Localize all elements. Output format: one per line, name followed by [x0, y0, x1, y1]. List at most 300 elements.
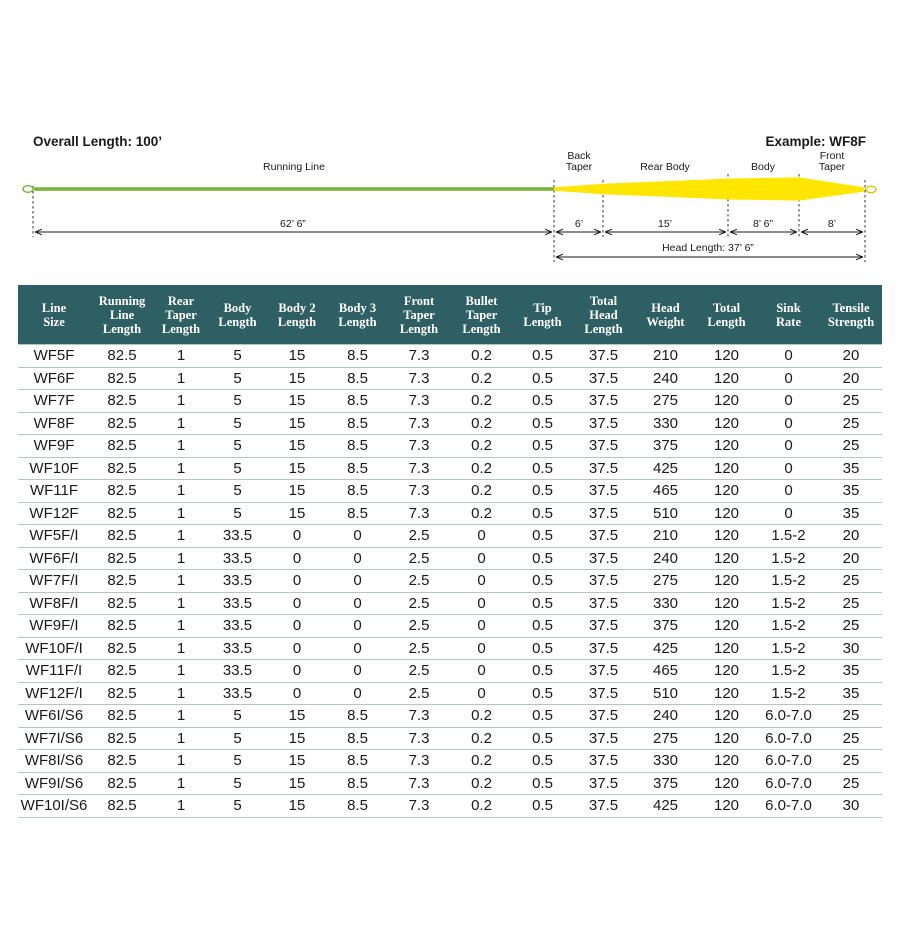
table-cell: 1: [154, 480, 208, 503]
table-cell: 375: [635, 435, 696, 458]
line-size-cell: WF10I/S6: [18, 795, 90, 818]
table-cell: 0: [327, 637, 388, 660]
table-cell: 5: [208, 412, 267, 435]
table-cell: 25: [820, 435, 882, 458]
fly-line-head: [554, 177, 864, 200]
table-cell: 82.5: [90, 727, 154, 750]
table-cell: 120: [696, 660, 757, 683]
table-cell: 2.5: [388, 570, 450, 593]
column-header-text: Tip: [533, 300, 552, 315]
table-cell: 0.2: [450, 435, 513, 458]
column-header-text: Head: [589, 307, 618, 322]
table-cell: 465: [635, 660, 696, 683]
rear-loop: [23, 186, 33, 193]
table-cell: 8.5: [327, 772, 388, 795]
table-cell: 30: [820, 795, 882, 818]
table-cell: 1: [154, 502, 208, 525]
table-cell: 6.0-7.0: [757, 772, 820, 795]
line-size-cell: WF7F/I: [18, 570, 90, 593]
back-taper-label-bottom: Taper: [565, 161, 593, 173]
line-size-cell: WF10F: [18, 457, 90, 480]
table-cell: 0.2: [450, 772, 513, 795]
table-cell: 8.5: [327, 367, 388, 390]
column-header-text: Total: [589, 293, 618, 308]
line-size-cell: WF11F: [18, 480, 90, 503]
table-cell: 37.5: [572, 727, 635, 750]
table-cell: 425: [635, 637, 696, 660]
table-cell: 35: [820, 682, 882, 705]
table-row: [18, 480, 882, 503]
table-cell: 82.5: [90, 772, 154, 795]
table-cell: 15: [267, 705, 327, 728]
front-taper-length: 8’: [827, 218, 837, 230]
example-label: Example: WF8F: [765, 134, 866, 149]
table-cell: 1: [154, 660, 208, 683]
column-header-text: Length: [399, 321, 439, 336]
table-cell: 8.5: [327, 435, 388, 458]
line-size-cell: WF5F: [18, 345, 90, 368]
table-cell: 82.5: [90, 750, 154, 773]
table-cell: 25: [820, 570, 882, 593]
table-cell: 0: [757, 412, 820, 435]
table-cell: 0.2: [450, 480, 513, 503]
table-cell: 465: [635, 480, 696, 503]
table-cell: 275: [635, 390, 696, 413]
table-cell: 5: [208, 750, 267, 773]
column-header-text: Line: [109, 307, 135, 322]
table-cell: 5: [208, 727, 267, 750]
table-cell: 25: [820, 705, 882, 728]
table-cell: 1: [154, 412, 208, 435]
table-cell: 15: [267, 750, 327, 773]
table-cell: 82.5: [90, 435, 154, 458]
table-cell: 120: [696, 390, 757, 413]
table-cell: 0: [267, 660, 327, 683]
front-loop: [866, 186, 876, 193]
table-cell: 0: [450, 660, 513, 683]
table-cell: 1: [154, 525, 208, 548]
running-line-label: Running Line: [263, 161, 325, 173]
table-cell: 8.5: [327, 345, 388, 368]
table-cell: 120: [696, 345, 757, 368]
line-size-cell: WF11F/I: [18, 660, 90, 683]
column-header-text: Length: [523, 314, 562, 329]
table-cell: 120: [696, 750, 757, 773]
column-header: [388, 285, 450, 345]
line-size-cell: WF8F/I: [18, 592, 90, 615]
line-size-cell: WF6I/S6: [18, 705, 90, 728]
table-row: [18, 570, 882, 593]
table-cell: 15: [267, 795, 327, 818]
table-cell: 0.5: [513, 547, 572, 570]
table-cell: 37.5: [572, 750, 635, 773]
table-cell: 1.5-2: [757, 547, 820, 570]
table-cell: 120: [696, 435, 757, 458]
table-cell: 0.5: [513, 480, 572, 503]
table-cell: 0.2: [450, 457, 513, 480]
table-cell: 20: [820, 547, 882, 570]
table-cell: 25: [820, 750, 882, 773]
table-cell: 120: [696, 367, 757, 390]
line-size-cell: WF9F: [18, 435, 90, 458]
table-cell: 0.5: [513, 637, 572, 660]
table-cell: 6.0-7.0: [757, 750, 820, 773]
table-cell: 0: [327, 592, 388, 615]
table-cell: 0: [757, 502, 820, 525]
front-taper-label-bottom: Taper: [818, 161, 846, 173]
table-row: [18, 547, 882, 570]
table-cell: 0.5: [513, 705, 572, 728]
table-cell: 15: [267, 435, 327, 458]
table-cell: 120: [696, 682, 757, 705]
table-cell: 33.5: [208, 660, 267, 683]
table-cell: 8.5: [327, 457, 388, 480]
column-header: [696, 285, 757, 345]
column-header: [757, 285, 820, 345]
line-size-cell: WF8F: [18, 412, 90, 435]
column-header-text: Length: [707, 314, 746, 329]
table-cell: 0.2: [450, 345, 513, 368]
column-header: [90, 285, 154, 345]
table-cell: 7.3: [388, 435, 450, 458]
table-cell: 0: [450, 682, 513, 705]
rear-body-length: 15’: [657, 218, 673, 230]
table-cell: 510: [635, 682, 696, 705]
table-cell: 37.5: [572, 795, 635, 818]
column-header-text: Total: [712, 300, 741, 315]
table-cell: 0: [450, 525, 513, 548]
table-row: [18, 772, 882, 795]
table-cell: 1: [154, 390, 208, 413]
table-cell: 510: [635, 502, 696, 525]
table-cell: 8.5: [327, 480, 388, 503]
table-cell: 1.5-2: [757, 637, 820, 660]
table-cell: 82.5: [90, 390, 154, 413]
table-cell: 82.5: [90, 502, 154, 525]
column-header-text: Weight: [646, 314, 685, 329]
table-cell: 33.5: [208, 547, 267, 570]
table-cell: 0.5: [513, 727, 572, 750]
line-size-cell: WF10F/I: [18, 637, 90, 660]
table-row: [18, 637, 882, 660]
table-cell: 5: [208, 480, 267, 503]
table-cell: 33.5: [208, 592, 267, 615]
table-cell: 0: [450, 570, 513, 593]
table-row: [18, 457, 882, 480]
table-cell: 0.2: [450, 502, 513, 525]
table-cell: 120: [696, 502, 757, 525]
table-cell: 0: [267, 592, 327, 615]
table-cell: 7.3: [388, 502, 450, 525]
table-cell: 1: [154, 570, 208, 593]
line-size-cell: WF9F/I: [18, 615, 90, 638]
table-cell: 5: [208, 502, 267, 525]
table-row: [18, 435, 882, 458]
table-cell: 2.5: [388, 682, 450, 705]
column-header: [18, 285, 90, 345]
table-cell: 82.5: [90, 795, 154, 818]
table-cell: 33.5: [208, 615, 267, 638]
table-cell: 82.5: [90, 547, 154, 570]
table-cell: 120: [696, 525, 757, 548]
table-cell: 0: [450, 547, 513, 570]
table-cell: 0: [757, 435, 820, 458]
table-cell: 0: [757, 390, 820, 413]
table-cell: 1: [154, 682, 208, 705]
table-cell: 0.5: [513, 412, 572, 435]
table-cell: 30: [820, 637, 882, 660]
column-header-text: Length: [161, 321, 201, 336]
table-cell: 37.5: [572, 502, 635, 525]
table-cell: 37.5: [572, 345, 635, 368]
table-cell: 1: [154, 435, 208, 458]
table-cell: 37.5: [572, 660, 635, 683]
table-cell: 0: [757, 457, 820, 480]
table-cell: 0: [267, 637, 327, 660]
table-cell: 37.5: [572, 367, 635, 390]
column-header-text: Front: [403, 293, 435, 308]
line-size-cell: WF5F/I: [18, 525, 90, 548]
line-size-cell: WF9I/S6: [18, 772, 90, 795]
line-spec-table: [18, 285, 882, 818]
table-cell: 120: [696, 727, 757, 750]
table-cell: 0.5: [513, 660, 572, 683]
table-cell: 8.5: [327, 750, 388, 773]
table-cell: 25: [820, 772, 882, 795]
table-cell: 7.3: [388, 772, 450, 795]
table-cell: 6.0-7.0: [757, 795, 820, 818]
table-cell: 7.3: [388, 412, 450, 435]
table-cell: 5: [208, 795, 267, 818]
table-cell: 15: [267, 345, 327, 368]
line-size-cell: WF7I/S6: [18, 727, 90, 750]
table-cell: 25: [820, 727, 882, 750]
back-taper-label-top: Back: [567, 150, 591, 162]
column-header-text: Length: [584, 321, 623, 336]
table-cell: 82.5: [90, 682, 154, 705]
table-cell: 0: [327, 682, 388, 705]
rear-body-label: Rear Body: [640, 161, 690, 173]
column-header-text: Sink: [776, 300, 801, 315]
table-cell: 0.2: [450, 412, 513, 435]
table-cell: 0: [267, 570, 327, 593]
table-cell: 15: [267, 727, 327, 750]
table-cell: 37.5: [572, 637, 635, 660]
table-cell: 0.5: [513, 457, 572, 480]
table-cell: 0.5: [513, 435, 572, 458]
table-cell: 0: [757, 345, 820, 368]
table-row: [18, 525, 882, 548]
table-cell: 35: [820, 660, 882, 683]
table-cell: 0.5: [513, 367, 572, 390]
table-cell: 82.5: [90, 637, 154, 660]
running-line: [34, 187, 554, 191]
table-cell: 2.5: [388, 525, 450, 548]
table-cell: 1.5-2: [757, 682, 820, 705]
table-cell: 82.5: [90, 412, 154, 435]
table-cell: 1.5-2: [757, 570, 820, 593]
overall-length-label: Overall Length: 100’: [33, 134, 163, 149]
table-cell: 82.5: [90, 615, 154, 638]
table-cell: 5: [208, 435, 267, 458]
table-cell: 330: [635, 592, 696, 615]
table-cell: 0.5: [513, 795, 572, 818]
table-cell: 120: [696, 615, 757, 638]
body-length: 8’ 6”: [752, 218, 774, 230]
table-cell: 82.5: [90, 525, 154, 548]
table-cell: 1: [154, 727, 208, 750]
table-cell: 20: [820, 345, 882, 368]
table-cell: 0: [327, 547, 388, 570]
table-cell: 1.5-2: [757, 592, 820, 615]
column-header-text: Body 2: [278, 300, 316, 315]
table-cell: 82.5: [90, 480, 154, 503]
table-row: [18, 750, 882, 773]
front-taper-label-top: Front: [819, 150, 845, 162]
table-cell: 5: [208, 457, 267, 480]
table-cell: 1: [154, 750, 208, 773]
table-cell: 2.5: [388, 592, 450, 615]
table-cell: 120: [696, 480, 757, 503]
table-cell: 1.5-2: [757, 660, 820, 683]
column-header-text: Length: [218, 314, 257, 329]
table-cell: 7.3: [388, 390, 450, 413]
table-cell: 0.2: [450, 390, 513, 413]
column-header: [154, 285, 208, 345]
table-cell: 33.5: [208, 570, 267, 593]
table-cell: 0.5: [513, 750, 572, 773]
table-cell: 0.5: [513, 570, 572, 593]
table-cell: 5: [208, 345, 267, 368]
table-cell: 0: [450, 615, 513, 638]
column-header-text: Length: [102, 321, 142, 336]
table-cell: 0.5: [513, 525, 572, 548]
table-cell: 0.5: [513, 772, 572, 795]
table-cell: 120: [696, 772, 757, 795]
table-cell: 0: [450, 592, 513, 615]
table-cell: 0: [327, 570, 388, 593]
table-cell: 5: [208, 772, 267, 795]
table-cell: 15: [267, 390, 327, 413]
table-cell: 330: [635, 750, 696, 773]
table-cell: 15: [267, 480, 327, 503]
table-cell: 240: [635, 705, 696, 728]
column-header-text: Length: [277, 314, 317, 329]
table-cell: 240: [635, 547, 696, 570]
table-cell: 2.5: [388, 615, 450, 638]
back-taper-length: 6’: [574, 218, 584, 230]
table-cell: 25: [820, 390, 882, 413]
table-cell: 35: [820, 457, 882, 480]
table-cell: 1: [154, 705, 208, 728]
table-cell: 1: [154, 615, 208, 638]
table-cell: 7.3: [388, 367, 450, 390]
table-cell: 120: [696, 592, 757, 615]
column-header-text: Length: [338, 314, 377, 329]
table-row: [18, 412, 882, 435]
table-cell: 7.3: [388, 727, 450, 750]
table-cell: 35: [820, 502, 882, 525]
table-cell: 1.5-2: [757, 525, 820, 548]
table-cell: 82.5: [90, 570, 154, 593]
table-cell: 275: [635, 570, 696, 593]
table-cell: 0: [267, 682, 327, 705]
table-cell: 210: [635, 345, 696, 368]
table-cell: 1: [154, 345, 208, 368]
table-cell: 330: [635, 412, 696, 435]
table-row: [18, 345, 882, 368]
table-cell: 5: [208, 367, 267, 390]
table-cell: 5: [208, 390, 267, 413]
table-cell: 2.5: [388, 660, 450, 683]
column-header-text: Taper: [465, 307, 498, 322]
table-cell: 37.5: [572, 390, 635, 413]
column-header: [450, 285, 513, 345]
table-cell: 1: [154, 637, 208, 660]
column-header: [635, 285, 696, 345]
table-cell: 275: [635, 727, 696, 750]
table-header-row: [18, 285, 882, 345]
column-header: [820, 285, 882, 345]
table-cell: 0: [327, 615, 388, 638]
column-header-text: Body 3: [338, 300, 377, 315]
line-size-cell: WF12F/I: [18, 682, 90, 705]
table-cell: 0: [757, 367, 820, 390]
table-cell: 82.5: [90, 457, 154, 480]
table-cell: 82.5: [90, 367, 154, 390]
table-cell: 5: [208, 705, 267, 728]
table-cell: 37.5: [572, 772, 635, 795]
table-cell: 425: [635, 795, 696, 818]
line-size-cell: WF7F: [18, 390, 90, 413]
column-header: [267, 285, 327, 345]
column-header-text: Bullet: [465, 293, 498, 308]
table-cell: 35: [820, 480, 882, 503]
table-cell: 82.5: [90, 705, 154, 728]
table-cell: 8.5: [327, 412, 388, 435]
table-cell: 120: [696, 795, 757, 818]
table-cell: 0.5: [513, 615, 572, 638]
table-cell: 15: [267, 502, 327, 525]
table-cell: 20: [820, 525, 882, 548]
column-header-text: Body: [223, 300, 252, 315]
table-cell: 1: [154, 795, 208, 818]
table-cell: 7.3: [388, 705, 450, 728]
table-cell: 0: [267, 525, 327, 548]
table-cell: 120: [696, 637, 757, 660]
column-header-text: Length: [462, 321, 501, 336]
table-cell: 1.5-2: [757, 615, 820, 638]
table-cell: 7.3: [388, 795, 450, 818]
table-cell: 25: [820, 412, 882, 435]
table-cell: 120: [696, 547, 757, 570]
table-cell: 0.2: [450, 367, 513, 390]
table-cell: 8.5: [327, 705, 388, 728]
table-row: [18, 727, 882, 750]
table-cell: 0.2: [450, 750, 513, 773]
table-cell: 7.3: [388, 750, 450, 773]
table-cell: 37.5: [572, 547, 635, 570]
table-cell: 15: [267, 772, 327, 795]
line-size-cell: WF6F: [18, 367, 90, 390]
column-header: [327, 285, 388, 345]
table-cell: 240: [635, 367, 696, 390]
table-cell: 20: [820, 367, 882, 390]
table-cell: 37.5: [572, 457, 635, 480]
column-header-text: Size: [43, 314, 65, 329]
table-cell: 0.5: [513, 345, 572, 368]
column-header-text: Taper: [165, 307, 197, 322]
